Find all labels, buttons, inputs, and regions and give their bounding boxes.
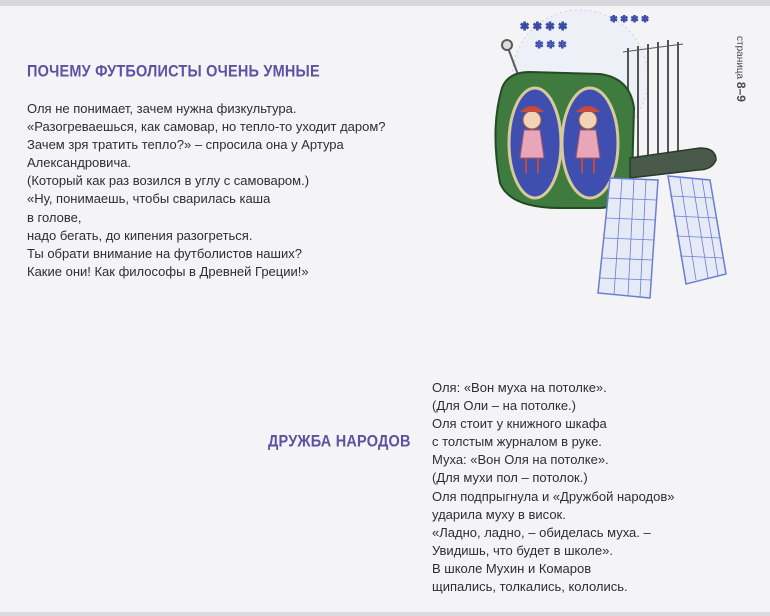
story-2-line: Оля подпрыгнула и «Дружбой народов»: [432, 488, 675, 504]
page-bottom-edge: [0, 612, 770, 616]
story-1-line: «Ну, понимаешь, чтобы сварилась каша: [27, 191, 271, 207]
story-2-line: щипались, толкались, кололись.: [432, 579, 628, 595]
story-2-line: (Для мухи пол – потолок.): [432, 470, 588, 486]
story-1-line: Оля не понимает, зачем нужна физкультура.: [27, 101, 297, 116]
story-2-title: ДРУЖБА НАРОДОВ: [268, 433, 411, 451]
story-2-line: «Ладно, ладно, – обиделась муха. –: [432, 524, 651, 540]
story-1-title: ПОЧЕМУ ФУТБОЛИСТЫ ОЧЕНЬ УМНЫЕ: [27, 63, 320, 81]
story-2-line: с толстым журналом в руке.: [432, 434, 602, 450]
tv-arm: [630, 148, 716, 178]
tv-drawing-icon: [480, 8, 728, 308]
svg-text:✱ ✱ ✱: ✱ ✱ ✱: [535, 40, 567, 51]
tv-drawing-svg: [480, 8, 728, 308]
story-1-line: «Разогреваешься, как самовар, но тепло-то уходит даром?: [27, 119, 386, 135]
story-2-line: Увидишь, что будет в школе».: [432, 542, 613, 558]
svg-text:✱ ✱ ✱ ✱: ✱ ✱ ✱ ✱: [610, 15, 649, 25]
story-2-text: [432, 379, 675, 596]
net-right: [668, 176, 726, 284]
page-number-text: [734, 36, 748, 102]
story-2-line: (Для Оли – на потолке.): [432, 398, 576, 414]
svg-text:✱ ✱ ✱ ✱: ✱ ✱ ✱ ✱: [520, 20, 568, 33]
page-label: страница: [734, 36, 745, 80]
story-1-line: Александровича.: [27, 155, 132, 171]
story-1-line: Ты обрати внимание на футболистов наших?: [27, 245, 302, 261]
story-2-line: Муха: «Вон Оля на потолке».: [432, 452, 609, 468]
page-top-edge: [0, 0, 770, 6]
story-2-line: ударила муху в висок.: [432, 506, 566, 522]
story-1-line: в голове,: [27, 209, 82, 225]
story-2-line: В школе Мухин и Комаров: [432, 560, 592, 576]
story-1-text: [27, 100, 386, 281]
story-1-line: Зачем зря тратить тепло?» – спросила она у Артура: [27, 137, 344, 153]
page-number: [736, 36, 760, 126]
story-1-line: надо бегать, до кипения разогреться.: [27, 227, 253, 243]
page-number-value: 8–9: [734, 81, 748, 102]
story-1-line: (Который как раз возился в углу с самоваром.): [27, 173, 310, 189]
story-2-line: Оля стоит у книжного шкафа: [432, 416, 607, 432]
story-1-line: Какие они! Как философы в Древней Греции!»: [27, 263, 309, 279]
story-2-line: Оля: «Вон муха на потолке».: [432, 380, 607, 395]
